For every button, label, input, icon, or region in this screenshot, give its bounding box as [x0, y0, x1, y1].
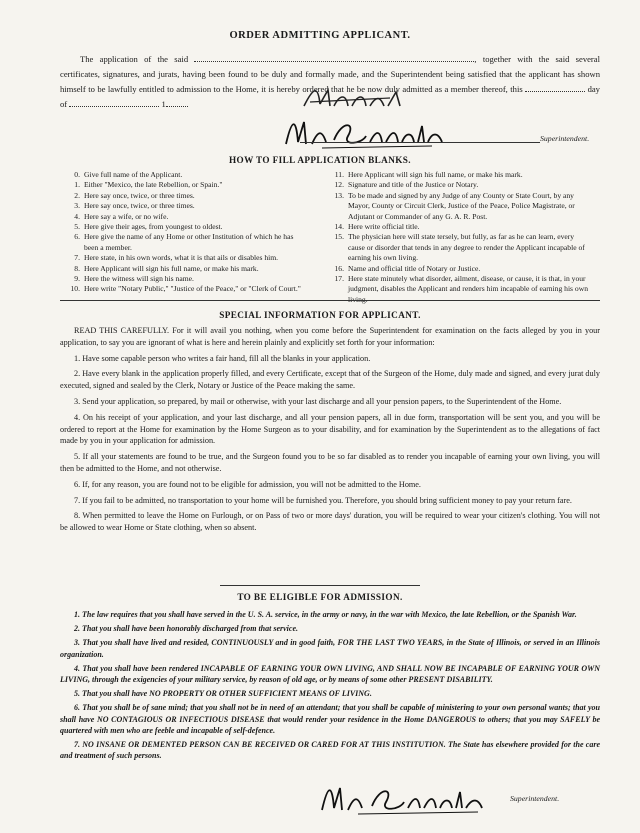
howto-item [66, 222, 306, 232]
eligibility-paragraph: 4. That you shall have been rendered INCAPABLE OF EARNING YOUR OWN LIVING, AND SHALL NOW BE INCAPABLE OF EARNING YOUR OWN LIVING, through the exigencies of your military service, by reason of old age, or by means of some other PRESENT DISABILITY. [60, 663, 600, 685]
howto-title: HOW TO FILL APPLICATION BLANKS. [229, 155, 411, 165]
special-paragraph: 2. Have every blank in the application properly filled, and every Certificate, except that of the Surgeon of the Home, duly made and signed, and every jurat duly executed, signed and sealed by the Clerk, Notary or Justice of the Peace making the same. [60, 369, 600, 391]
howto-item-number: 17. [334, 274, 344, 284]
order-text-3: day of [60, 84, 600, 109]
howto-item-text: Here the witness will sign his name. [84, 274, 194, 284]
howto-item-number: 10. [70, 284, 80, 294]
superintendent-signature-top [282, 114, 452, 154]
howto-item-text: Here write official title. [348, 222, 420, 232]
howto-item [330, 264, 592, 274]
order-text-1: The application of the said [80, 54, 189, 64]
howto-item-text: Here say a wife, or no wife. [84, 211, 169, 221]
day-blank [525, 82, 585, 92]
special-paragraph: 3. Send your application, so prepared, by mail or otherwise, with your last discharge and all your pension papers, to the Superintendent of the Home. [74, 396, 562, 406]
special-paragraph: 1. Have some capable person who writes a fair hand, fill all the blanks in your application. [74, 353, 371, 363]
howto-item [66, 180, 306, 190]
howto-item-text: Here Applicant will sign his full name, or make his mark. [348, 170, 523, 179]
howto-item [66, 274, 306, 284]
howto-item [66, 264, 306, 274]
special-title: SPECIAL INFORMATION FOR APPLICANT. [219, 310, 421, 320]
howto-item-text: Here write "Notary Public," "Justice of the Peace," or "Clerk of Court." [84, 284, 301, 294]
order-text-2: , together with the said several certificates, signatures, and jurats, having been found to be duly and formally made, and the Superintendent being satisfied that the applicant has shown himself to be lawfully entitled to admission to the Home, it is hereby ordered that he be now duly admitted as a member thereof, this [60, 54, 601, 94]
superintendent-signature-bottom [318, 778, 498, 820]
special-paragraph: 7. If you fail to be admitted, no transportation to your home will be furnished you. Therefore, you should bring sufficient money to pay your return fare. [74, 495, 572, 505]
special-paragraph: 6. If, for any reason, you are found not to be eligible for admission, you will not be admitted to the Home. [74, 479, 421, 489]
howto-item-number: 7. [74, 253, 80, 263]
special-information-body [60, 325, 600, 538]
howto-item-number: 13. [334, 190, 344, 200]
howto-item [330, 191, 592, 222]
howto-item-text: To be made and signed by any Judge of any County or State Court, by any Mayor, County or Circuit Clerk, Justice of the Peace, Police Magistrate, or Adjutant or Commander of any G. A. R. Post. [348, 190, 575, 221]
eligibility-paragraph: 3. That you shall have lived and resided, CONTINUOUSLY and in good faith, FOR THE LAST TWO YEARS, in the State of Illinois, or served in an Illinois organization. [60, 638, 600, 659]
howto-item-number: 8. [74, 263, 80, 273]
howto-item-text: Here say once, twice, or three times. [84, 190, 195, 200]
eligible-title: TO BE ELIGIBLE FOR ADMISSION. [237, 592, 403, 602]
howto-item-text: Signature and title of the Justice or Notary. [348, 180, 479, 190]
howto-item-text: Here state minutely what disorder, ailment, disease, or cause, it is that, in your judgment, disables the Applicant and renders him incapable of earning his own [348, 274, 588, 294]
howto-item-number: 14. [334, 222, 344, 232]
howto-item-text: Here Applicant will sign his full name, or make his mark. [84, 263, 259, 273]
howto-item [66, 201, 306, 211]
howto-item [330, 232, 592, 263]
howto-item-text: The physician here will state tersely, but fully, as far as he can learn, every cause or disorder that tends in any degree to render the Applicant incapable of earning his own living. [348, 232, 585, 263]
howto-item-text: Give full name of the Applicant. [84, 170, 183, 179]
howto-item [330, 180, 592, 190]
order-title: ORDER ADMITTING APPLICANT. [229, 30, 411, 41]
special-paragraph: 5. If all your statements are found to be true, and the Surgeon found you to be so far disabled as to render you incapable of earning your own living, you will then be admitted to the Home, and not otherwise. [60, 452, 600, 473]
howto-item-text: Here give their ages, from youngest to oldest. [84, 222, 223, 232]
howto-item-number: 15. [334, 232, 344, 242]
divider-1 [60, 300, 600, 301]
eligibility-body [60, 609, 600, 764]
order-text-4: 1 [161, 99, 166, 109]
howto-item-number: 2. [74, 190, 80, 200]
howto-item [66, 232, 306, 253]
eligibility-paragraph: 7. NO INSANE OR DEMENTED PERSON CAN BE RECEIVED OR CARED FOR AT THIS INSTITUTION. The State has elsewhere provided for the care and treatment of such persons. [60, 740, 600, 761]
special-paragraph: READ THIS CAREFULLY. For it will avail you nothing, when you come before the Superintendent for examination on the facts alleged by you in your application, to say you are ignorant of what is here and herein plainly and explicitly set forth for your information: [60, 326, 600, 347]
howto-item-number: 0. [74, 170, 80, 179]
howto-item-number: 5. [74, 222, 80, 232]
eligibility-paragraph: 5. That you shall have NO PROPERTY OR OTHER SUFFICIENT MEANS OF LIVING. [74, 689, 372, 699]
superintendent-label-bottom: Superintendent. [510, 794, 560, 803]
special-paragraph: 4. On his receipt of your application, and your last discharge, and all your pension papers, all in due form, transportation will be sent you, and you will be ordered to report at the Home for examination by the Home Surgeon as to your disability, and for examination by the Superintendent as to the allegations of fact made by you in your application for admission. [60, 412, 600, 446]
howto-item [66, 191, 306, 201]
eligibility-paragraph: 6. That you shall be of sane mind; that you shall not be in need of an attendant; that you shall be capable of ministering to your own personal wants; that you shall have NO CONTAGIOUS OR INFECTIOUS DISEASE that would render your residence in the Home DANGEROUS to others; that you may SAFELY be quartered with men who are feeble and incapable of self-defence. [60, 703, 600, 735]
howto-item-number: 1. [74, 180, 80, 190]
howto-item [66, 253, 306, 263]
howto-item [66, 170, 306, 180]
howto-item [330, 222, 592, 232]
howto-item [330, 170, 592, 180]
howto-right-column [330, 170, 592, 305]
howto-item-number: 11. [334, 170, 344, 179]
year-blank [166, 97, 188, 107]
howto-item-text: Here state, in his own words, what it is that ails or disables him. [84, 253, 279, 263]
howto-item [66, 212, 306, 222]
applicant-name-blank [194, 52, 474, 62]
howto-item-number: 3. [74, 201, 80, 211]
eligibility-paragraph: 1. The law requires that you shall have served in the U. S. A. service, in the army or navy, in the war with Mexico, the late Rebellion, or the Spanish War. [74, 610, 577, 619]
divider-2 [220, 585, 420, 586]
howto-item-number: 12. [334, 180, 344, 190]
signature-line-top [300, 142, 540, 143]
handwritten-mark [300, 84, 420, 114]
howto-item-text: Name and official title of Notary or Justice. [348, 263, 481, 273]
howto-item [66, 284, 306, 294]
howto-item-number: 6. [74, 232, 80, 242]
howto-left-column [66, 170, 306, 295]
howto-item-text: Here give the name of any Home or other Institution of which he has been a member. [84, 232, 294, 252]
howto-item-number: 16. [334, 263, 344, 273]
month-blank [69, 97, 159, 107]
eligibility-paragraph: 2. That you shall have been honorably discharged from that service. [74, 624, 298, 634]
howto-item-text: Either "Mexico, the late Rebellion, or Spain." [84, 180, 223, 190]
howto-item-text: Here say once, twice, or three times. [84, 201, 195, 211]
special-paragraph: 8. When permitted to leave the Home on Furlough, or on Pass of two or more days' duration, you will be required to wear your citizen's clothing. You will not be allowed to wear Home or State clothing, when so absent. [60, 511, 600, 533]
howto-item-number: 4. [74, 211, 80, 221]
superintendent-label-top: Superintendent. [540, 134, 590, 143]
howto-item-number: 9. [74, 274, 80, 284]
